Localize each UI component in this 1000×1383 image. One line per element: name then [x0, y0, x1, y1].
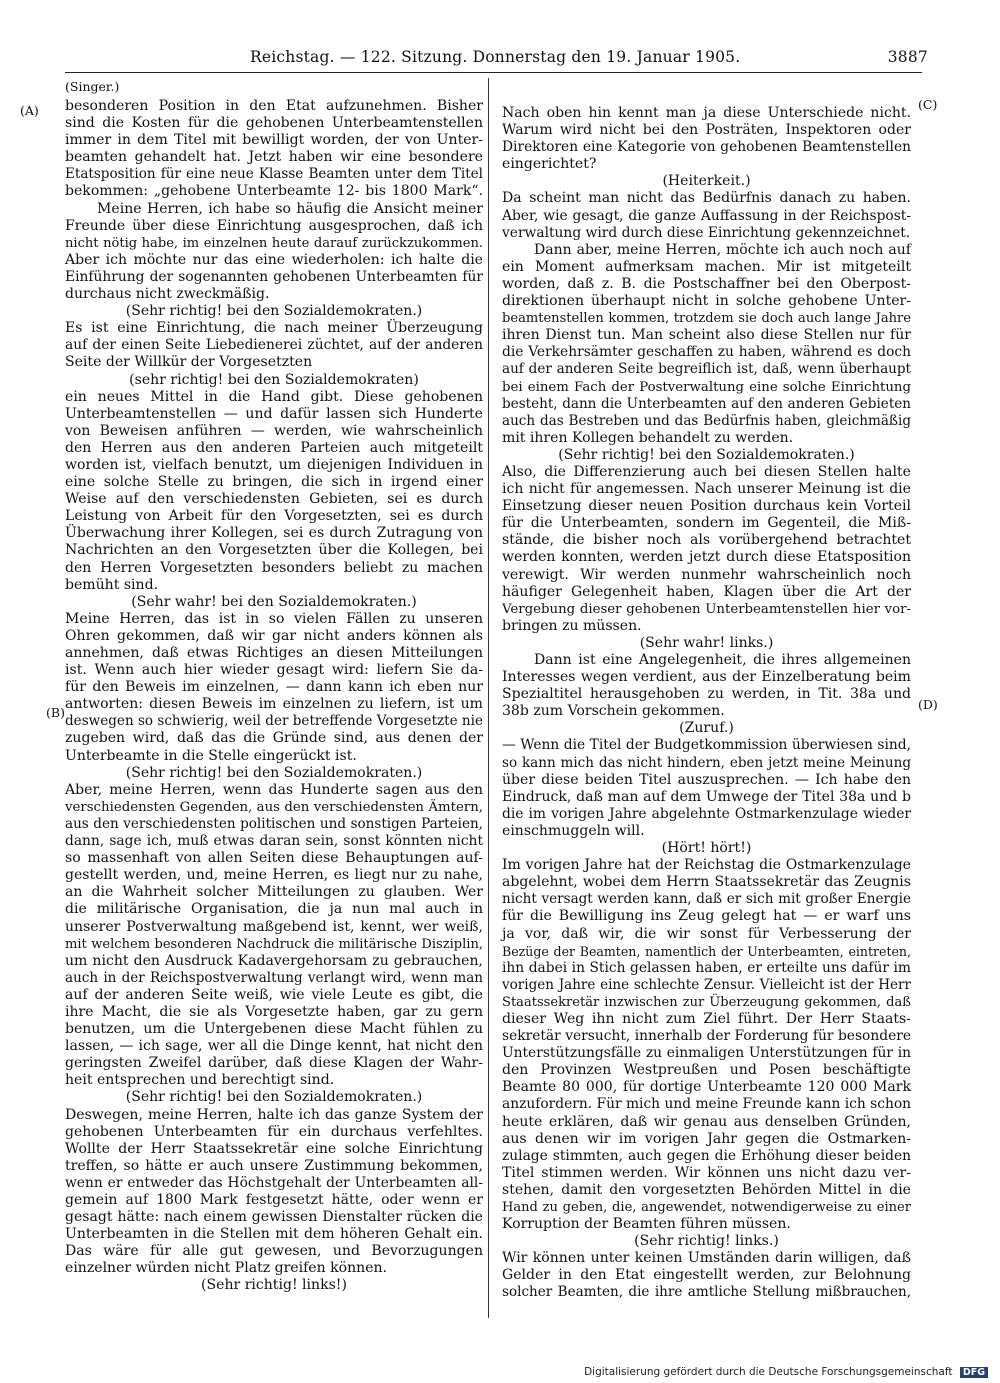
text-line: Meine Herren, das ist in so vielen Fällen zu unseren	[65, 610, 483, 627]
text-line: geringsten Zweifel darüber, daß diese Klagen der Wahr-	[65, 1055, 483, 1072]
text-line: Ohren gekommen, daß wir gar nicht anders können als	[65, 627, 483, 644]
text-line: nicht nötig habe, im einzelnen heute darauf zurückzukommen.	[65, 235, 483, 251]
speaker-name: (Singer.)	[65, 79, 120, 94]
text-line: über diese beiden Titel auszusprechen. — Ich habe den	[502, 771, 911, 788]
text-line: verewigt. Wir werden nunmehr wahrscheinlich noch	[502, 566, 911, 583]
text-line: auch das Bestreben und das Bedürfnis haben, gleichmäßig	[502, 412, 911, 429]
interjection-line: (Heiterkeit.)	[662, 173, 751, 190]
text-line: Unterstützungsfälle zu einmaligen Unterstützungen für in	[502, 1045, 911, 1062]
text-line: ich nicht für angemessen. Nach unserer Meinung ist die	[502, 481, 911, 498]
text-line: Unterbeamte in die Stelle eingerückt ist.	[65, 747, 357, 764]
margin-mark-b: (B)	[46, 705, 65, 720]
text-line: verwaltung wird durch diese Einrichtung gekennzeichnet.	[502, 224, 911, 241]
interjection-line: (Sehr richtig! bei den Sozialdemokraten.)	[125, 764, 423, 781]
text-line: Korruption der Beamten führen müssen.	[502, 1216, 791, 1233]
text-line: mit welchem besonderen Nachdruck die militärische Disziplin,	[65, 936, 483, 952]
text-line: antworten: diesen Beweis im einzelnen zu liefern, ist um	[65, 696, 483, 713]
page-number: 3887	[887, 48, 928, 66]
text-line: bemüht sind.	[65, 576, 159, 593]
text-line: Es ist eine Einrichtung, die nach meiner Überzeugung	[65, 320, 483, 337]
text-line: 38b zum Vorschein gekommen.	[502, 703, 725, 720]
text-line: einschmuggeln will.	[502, 822, 645, 839]
text-line: die Verkehrsämter geschaffen zu haben, während es doch	[502, 344, 911, 361]
text-line: ein Moment aufmerksam machen. Mir ist mitgeteilt	[502, 258, 911, 275]
text-line: immer in dem Titel mit bewilligt worden, der von Unter-	[65, 132, 483, 149]
text-line: aus den verschiedensten politischen und sonstigen Parteien,	[65, 815, 483, 832]
text-line: einzelner würden nicht Platz greifen können.	[65, 1260, 388, 1277]
text-line: Interesses wegen verdient, aus der Einzelberatung beim	[502, 669, 911, 686]
text-line: lassen, — ich sage, wer all die Dinge kennt, hat nicht den	[65, 1038, 483, 1055]
text-line: an die Wahrheit solcher Mitteilungen zu glauben. Wer	[65, 884, 483, 901]
text-line: auch in der Reichspostverwaltung verlangt wird, wenn man	[65, 969, 483, 986]
interjection-line: (Sehr richtig! bei den Sozialdemokraten.)	[558, 446, 855, 463]
text-line: Nachrichten an den Vorgesetzten über die Kollegen, bei	[65, 542, 483, 559]
text-line: besteht, dann die Unterbeamten auf den anderen Gebieten	[502, 395, 911, 412]
text-line: gehobenen Unterbeamten für ein durchaus verfehltes.	[65, 1123, 483, 1140]
text-line: abgelehnt, wobei dem Herrn Staatssekretär das Zeugnis	[502, 874, 911, 891]
text-line: gestellt werden, und, meine Herren, es liegt nur zu nahe,	[65, 867, 483, 884]
text-line: Wir können unter keinen Umständen darin willigen, daß	[502, 1250, 911, 1267]
text-line: bringen zu müssen.	[502, 617, 642, 634]
page-header	[250, 48, 928, 70]
text-line: den Provinzen Westpreußen und Posen beschäftigte	[502, 1062, 911, 1079]
text-line: Meine Herren, ich habe so häufig die Ansicht meiner	[97, 200, 483, 217]
text-line: Überwachung ihrer Kollegen, sei es durch Zutragung von	[65, 525, 483, 542]
text-line: Vergebung dieser gehobenen Unterbeamtenstellen hier vor-	[502, 601, 911, 617]
text-line: verschiedensten Gegenden, aus den verschiedensten Ämtern,	[65, 799, 483, 815]
margin-mark-c: (C)	[918, 97, 938, 112]
text-line: annehmen, daß etwas Richtiges an diesen Mitteilungen	[65, 645, 483, 661]
text-line: Einsetzung dieser neuen Position durchaus kein Vorteil	[502, 498, 911, 515]
footer-credit	[584, 1366, 988, 1378]
text-line: sind die Kosten für die gehobenen Unterbeamtenstellen	[65, 115, 483, 132]
text-line: Hand zu geben, die, angewendet, notwendigerweise zu einer	[502, 1200, 911, 1215]
text-line: dann, sage ich, muß etwas daran sein, sonst könnten nicht	[65, 833, 483, 850]
text-line: eine solche Stelle zu bringen, die sich in irgend einer	[65, 474, 483, 491]
text-line: dieser Weg ihn nicht zum Ziel führt. Der Herr Staats-	[502, 1010, 911, 1027]
text-line: Gelder in den Etat eingestellt werden, zur Belohnung	[502, 1267, 911, 1284]
text-line: Das wäre für alle gut gewesen, und Bevorzugungen	[65, 1243, 483, 1260]
text-line: treffen, so hätte er auch unsere Zustimmung bekommen,	[65, 1157, 483, 1174]
text-line: Titel stimmen werden. Wir können uns nicht dazu ver-	[502, 1164, 911, 1181]
text-line: worden ist, vielfach benutzt, um diejenigen Individuen in	[65, 456, 483, 473]
text-line: Bezüge der Beamten, namentlich der Unterbeamten, eintreten,	[502, 943, 911, 959]
text-line: Beamte 80 000, für dortige Unterbeamte 120 000 Mark	[502, 1079, 911, 1096]
text-line: nicht versagt werden kann, daß er sich mit großer Energie	[502, 891, 911, 908]
text-line: um nicht den Ausdruck Kadavergehorsam zu gebrauchen,	[65, 952, 483, 969]
text-line: heit entsprechen und berechtigt sind.	[65, 1072, 335, 1089]
text-line: gemein auf 1800 Mark festgesetzt hätte, oder wenn er	[65, 1192, 483, 1208]
text-line: so massenhaft von allen Seiten diese Behauptungen auf-	[65, 850, 483, 867]
text-line: Also, die Differenzierung auch bei diesen Stellen halte	[502, 463, 911, 480]
text-line: gesagt hätte: nach einem gewissen Dienstalter rücken die	[65, 1209, 483, 1226]
text-line: werden konnten, werden jetzt durch diese Etatsposition	[502, 549, 911, 566]
text-line: heute erklären, daß wir genau aus denselben Gründen,	[502, 1113, 911, 1130]
text-line: bekommen: „gehobene Unterbeamte 12- bis 1800 Mark“.	[65, 183, 483, 200]
text-line: — Wenn die Titel der Budgetkommission überwiesen sind,	[502, 737, 911, 754]
text-line: bei einem Fach der Postverwaltung eine solche Einrichtung	[502, 379, 911, 395]
interjection-line: (Hört! hört!)	[661, 840, 752, 857]
text-line: Einführung der sogenannten gehobenen Unterbeamten für	[65, 268, 483, 285]
interjection-line: (Sehr wahr! links.)	[639, 634, 774, 651]
text-line: benutzen, um die Untergebenen diese Macht fühlen zu	[65, 1021, 483, 1038]
text-line: auf der anderen Seite weiß, wie viele Leute es gibt, die	[65, 986, 483, 1003]
text-line: für die Bewilligung ins Zeug gelegt hat — er warf uns	[502, 908, 911, 925]
text-line: die im vorigen Jahre abgelehnte Ostmarkenzulage wieder	[502, 805, 911, 822]
text-line: deswegen so schwierig, weil der betreffende Vorgesetzte nie	[65, 713, 483, 730]
text-line: zugeben wird, daß das die Gründe sind, aus denen der	[65, 730, 483, 747]
text-line: besonderen Position in den Etat aufzunehmen. Bisher	[65, 98, 483, 114]
text-line: zulage stimmten, auch gegen die Erhöhung dieser beiden	[502, 1147, 911, 1164]
text-line: Dann aber, meine Herren, möchte ich auch noch auf	[534, 241, 911, 258]
text-line: Unterbeamten in die Stellen mit dem höheren Gehalt ein.	[65, 1226, 483, 1243]
margin-mark-d: (D)	[918, 697, 938, 712]
text-line: direktionen überhaupt nicht in solche gehobene Unter-	[502, 293, 911, 310]
text-line: worden, daß z. B. die Postschaffner bei den Oberpost-	[502, 275, 911, 292]
text-line: ihre Macht, die sie als Vorgesetzte haben, gar zu gern	[65, 1003, 483, 1020]
text-line: Warum wird nicht bei den Posträten, Inspektoren oder	[502, 122, 911, 139]
text-line: Unterbeamtenstellen — und dafür lassen sich Hunderte	[65, 405, 483, 422]
text-line: mit ihren Kollegen behandelt zu werden.	[502, 429, 794, 446]
text-line: Aber, meine Herren, wenn das Hunderte sagen aus den	[65, 781, 483, 798]
text-line: Etatsposition für eine neue Klasse Beamten unter dem Titel	[65, 166, 483, 183]
text-line: beamten gehandelt hat. Jetzt haben wir eine besondere	[65, 149, 483, 166]
interjection-line: (Sehr wahr! bei den Sozialdemokraten.)	[131, 593, 417, 610]
text-line: Direktoren eine Kategorie von gehobenen Beamtenstellen	[502, 139, 911, 156]
text-line: ja vor, daß wir, die wir sonst für Verbesserung der	[502, 925, 911, 942]
header-title: Reichstag. — 122. Sitzung. Donnerstag den 19. Januar 1905.	[250, 48, 741, 66]
text-line: Dann ist eine Angelegenheit, die ihres allgemeinen	[534, 652, 911, 668]
left-column	[65, 78, 483, 1295]
footer-text: Digitalisierung gefördert durch die Deutsche Forschungsgemeinschaft	[584, 1366, 953, 1378]
text-line: eingerichtet?	[502, 156, 597, 173]
text-line: Weise auf den verschiedensten Gebieten, sei es durch	[65, 491, 483, 508]
interjection-line: (Sehr richtig! links.)	[634, 1233, 779, 1250]
text-line: durchaus nicht zweckmäßig.	[65, 286, 270, 303]
text-line: ihren Dienst tun. Man scheint also diese Stellen nur für	[502, 327, 911, 344]
text-line: vorigen Jahre eine schlechte Zensur. Vielleicht ist der Herr	[502, 976, 911, 993]
interjection-line: (Zuruf.)	[679, 720, 734, 737]
text-line: von Beweisen anführen — werden, wie wahrscheinlich	[65, 422, 483, 439]
text-line: beamtenstellen kommen, trotzdem sie doch auch lange Jahre	[502, 311, 911, 327]
interjection-line: (sehr richtig! bei den Sozialdemokraten)	[129, 371, 419, 388]
text-line: Eindruck, daß man auf dem Umwege der Titel 38a und b	[502, 788, 911, 805]
interjection-line: (Sehr richtig! bei den Sozialdemokraten.)	[125, 1089, 423, 1106]
text-line: Staatssekretär inzwischen zur Überzeugung gekommen, daß	[502, 994, 911, 1010]
text-line: Wollte der Herr Staatssekretär eine solche Einrichtung	[65, 1140, 483, 1157]
text-line: solcher Beamten, die ihre amtliche Stellung mißbrauchen,	[502, 1284, 911, 1301]
text-line: für die Unterbeamten, sondern im Gegenteil, die Miß-	[502, 515, 911, 532]
text-line: den Herren aus den anderen Parteien auch mitgeteilt	[65, 439, 483, 456]
text-line: aus denen wir im vorigen Jahr gegen die Ostmarken-	[502, 1130, 911, 1147]
text-line: stände, die bisher noch als vorübergehend betrachtet	[502, 532, 911, 549]
text-line: so kann mich das nicht hindern, eben jetzt meine Meinung	[502, 754, 911, 771]
dfg-logo: DFG	[960, 1367, 988, 1378]
column-divider	[488, 78, 489, 1318]
text-line: den Herren Vorgesetzten besonders beliebt zu machen	[65, 559, 483, 576]
interjection-line: (Sehr richtig! links!)	[201, 1277, 347, 1294]
left-column-text	[65, 98, 483, 1295]
text-line: ihn dabei in Stich gelassen haben, er erteilte uns dafür im	[502, 959, 911, 976]
text-line: anzufordern. Für mich und meine Freunde kann ich schon	[502, 1096, 912, 1113]
text-line: die militärische Organisation, die ja nun mal auch in	[65, 901, 483, 918]
right-column	[502, 105, 911, 1302]
header-rule	[65, 72, 922, 73]
text-line: auf der anderen Seite begreiflich ist, daß, wenn überhaupt	[502, 361, 911, 378]
text-line: unserer Postverwaltung maßgebend ist, kennt, wer weiß,	[65, 918, 483, 935]
text-line: Deswegen, meine Herren, halte ich das ganze System der	[65, 1106, 483, 1123]
text-line: Da scheint man nicht das Bedürfnis danach zu haben.	[502, 190, 911, 207]
text-line: Leistung von Arbeit für den Vorgesetzten, sei es durch	[65, 508, 483, 525]
interjection-line: (Sehr richtig! bei den Sozialdemokraten.)	[125, 303, 423, 320]
text-line: häufiger Gelegenheit haben, Klagen über die Art der	[502, 583, 911, 600]
margin-mark-a: (A)	[20, 103, 39, 118]
text-line: Im vorigen Jahre hat der Reichstag die Ostmarkenzulage	[502, 857, 911, 874]
text-line: Seite der Willkür der Vorgesetzten	[65, 354, 313, 371]
text-line: Aber, wie gesagt, die ganze Auffassung in der Reichspost-	[502, 207, 911, 224]
text-line: auf der einen Seite Liebedienerei züchtet, auf der anderen	[65, 337, 483, 354]
text-line: für den Beweis im einzelnen, — dann kann ich eben nur	[65, 679, 483, 696]
text-line: ein neues Mittel in die Hand gibt. Diese gehobenen	[65, 388, 483, 405]
text-line: Nach oben hin kennt man ja diese Unterschiede nicht.	[502, 105, 911, 121]
right-column-text	[502, 105, 911, 1302]
text-line: wenn er entweder das Höchstgehalt der Unterbeamten all-	[65, 1174, 483, 1191]
text-line: Spezialtitel herausgehoben zu werden, in Tit. 38a und	[502, 686, 911, 703]
text-line: sekretär versucht, innerhalb der Forderung für besondere	[502, 1028, 911, 1045]
text-line: Aber ich möchte nur das eine wiederholen: ich halte die	[65, 251, 483, 268]
text-line: ist. Wenn auch hier wieder gesagt wird: liefern Sie da-	[65, 662, 483, 679]
text-line: Freunde über diese Einrichtung ausgesprochen, daß ich	[65, 217, 483, 234]
text-line: stehen, damit den vorgesetzten Behörden Mittel in die	[502, 1181, 911, 1198]
